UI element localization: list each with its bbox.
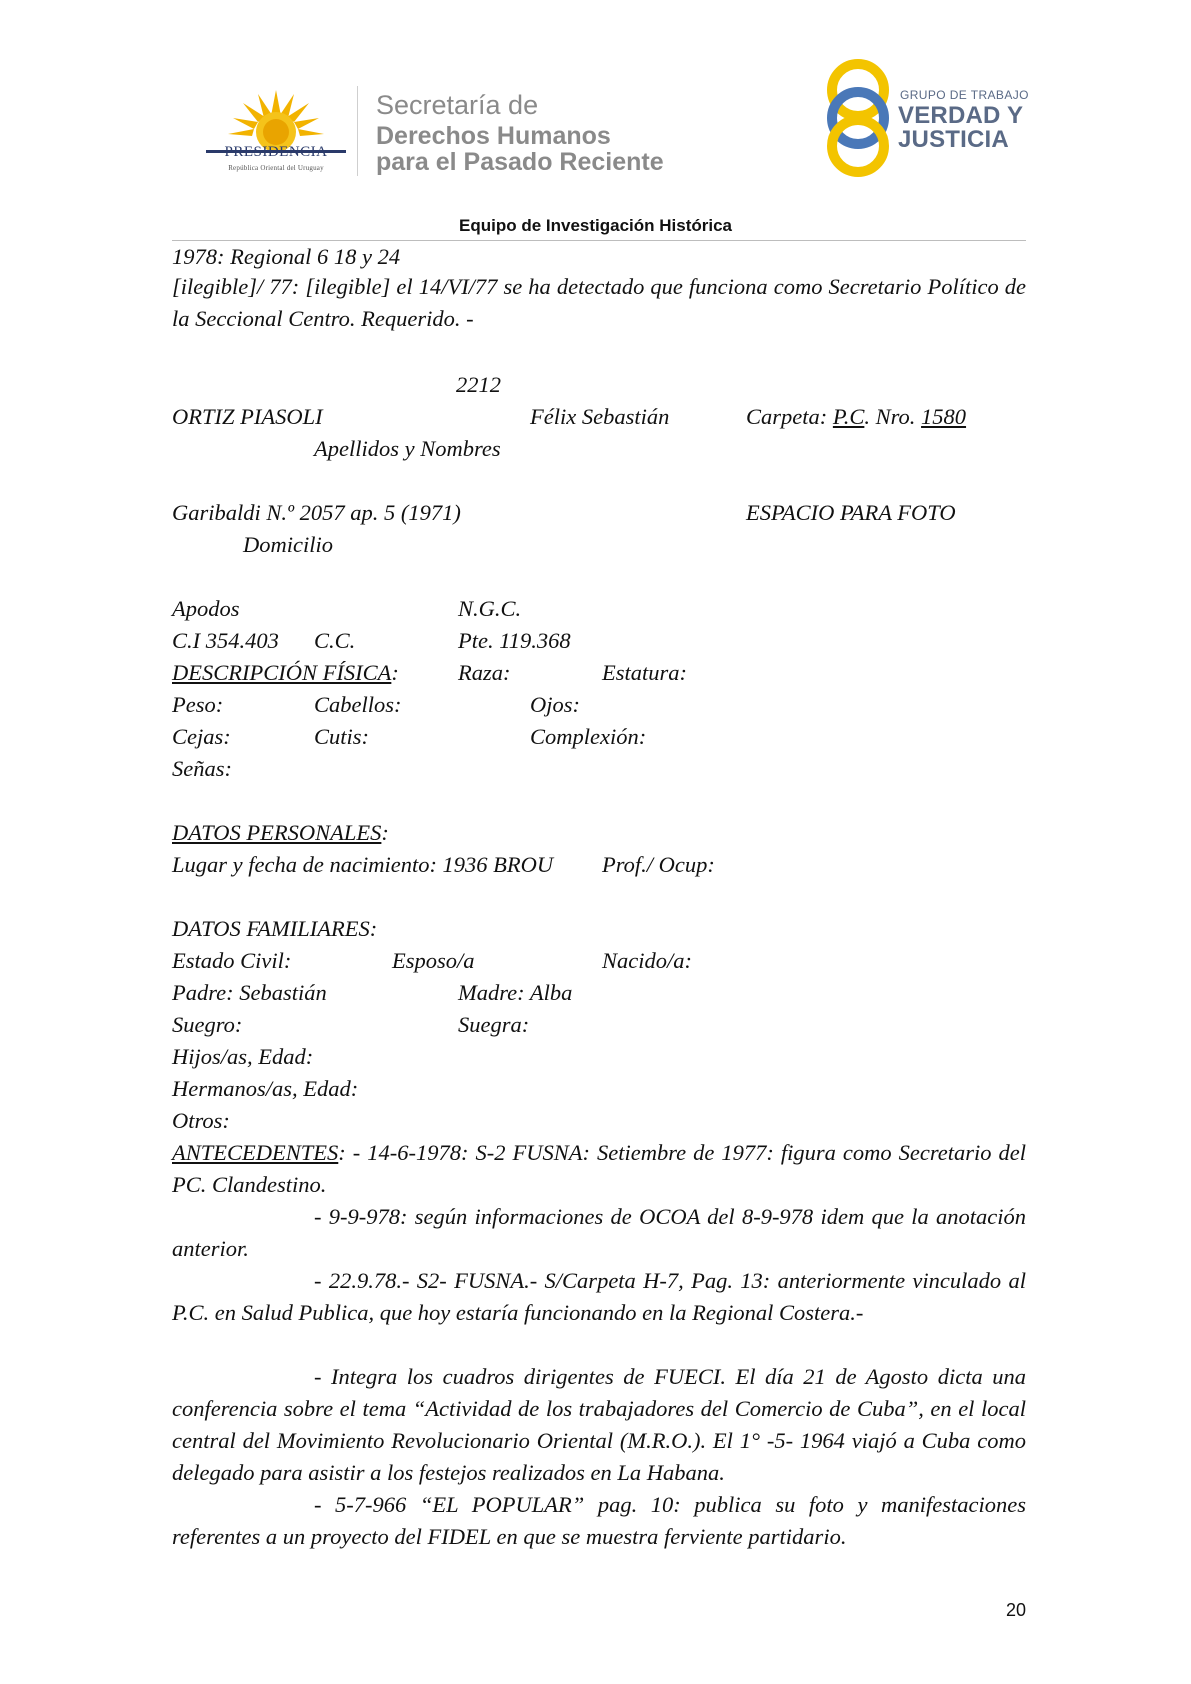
ngc-label: N.G.C. <box>458 596 522 621</box>
complexion-label: Complexión: <box>530 724 647 749</box>
foto-space: ESPACIO PARA FOTO <box>746 500 956 525</box>
datos-personales-heading <box>172 820 389 846</box>
apellidos-value: ORTIZ PIASOLI <box>172 404 323 429</box>
lugar-nacimiento: Lugar y fecha de nacimiento: 1936 BROU <box>172 852 554 877</box>
ojos-label: Ojos: <box>530 692 580 717</box>
ci-value: C.I 354.403 <box>172 628 279 653</box>
header-divider <box>357 86 358 176</box>
estado-civil-label: Estado Civil: <box>172 948 292 973</box>
suegra-label: Suegra: <box>458 1012 530 1037</box>
intro-paragraph: [ilegible]/ 77: [ilegible] el 14/VI/77 se ha detectado que funciona como Secretario Político de la Seccional Centro. Requerido. - <box>172 274 1026 331</box>
apodos-label: Apodos <box>172 596 240 621</box>
carpeta-nro-label: . Nro. <box>864 404 916 429</box>
apellidos-nombres-label: Apellidos y Nombres <box>314 436 501 461</box>
antecedentes-paragraph-1 <box>172 1137 1026 1201</box>
descripcion-fisica-label: DESCRIPCIÓN FÍSICA <box>172 660 392 685</box>
record-number: 2212 <box>456 372 501 397</box>
secretaria-line-2: Derechos Humanos <box>376 122 611 150</box>
domicilio-value: Garibaldi N.º 2057 ap. 5 (1971) <box>172 500 461 525</box>
senas-label: Señas: <box>172 756 232 781</box>
domicilio-label: Domicilio <box>243 532 333 557</box>
profesion-label: Prof./ Ocup: <box>602 852 715 877</box>
datos-personales-colon: : <box>381 820 389 845</box>
antecedentes-text-5: - 5-7-966 “EL POPULAR” pag. 10: publica su foto y manifestaciones referentes a un proyecto del FIDEL en que se muestra ferviente partidario. <box>172 1492 1026 1549</box>
team-title: Equipo de Investigación Histórica <box>459 216 732 235</box>
madre-value: Madre: Alba <box>458 980 573 1005</box>
estatura-label: Estatura: <box>602 660 688 685</box>
descripcion-colon: : <box>391 660 399 685</box>
cc-label: C.C. <box>314 628 356 653</box>
carpeta-field <box>746 404 966 430</box>
page-number: 20 <box>1006 1600 1027 1620</box>
presidencia-subtitle: República Oriental del Uruguay <box>228 164 324 172</box>
page-header <box>0 0 1191 235</box>
antecedentes-text-4: - Integra los cuadros dirigentes de FUECI. El día 21 de Agosto dicta una conferencia sobre el tema “Actividad de los trabajadores del Comercio de Cuba”, en el local central del Movimiento Revolucionario Oriental (M.R.O.). El 1° -5- 1964 viajó a Cuba como delegado para asistir a los festejos realizados en La Habana. <box>172 1364 1026 1485</box>
presidencia-text: PRESIDENCIA <box>224 144 328 160</box>
antecedentes-text-1: : - 14-6-1978: S-2 FUSNA: Setiembre de 1977: figura como Secretario del PC. Clandestino. <box>172 1140 1026 1197</box>
cabellos-label: Cabellos: <box>314 692 402 717</box>
suegro-label: Suegro: <box>172 1012 243 1037</box>
pte-value: Pte. 119.368 <box>458 628 571 653</box>
verdad-justicia-rings-logo <box>820 56 896 180</box>
cutis-label: Cutis: <box>314 724 370 749</box>
carpeta-pc: P.C <box>832 404 865 429</box>
esposo-label: Esposo/a <box>392 948 475 973</box>
secretaria-line-1: Secretaría de <box>376 90 539 120</box>
header-rule <box>172 240 1026 241</box>
datos-familiares-heading: DATOS FAMILIARES: <box>172 916 378 941</box>
peso-label: Peso: <box>172 692 224 717</box>
hijos-label: Hijos/as, Edad: <box>172 1044 314 1069</box>
nombres-value: Félix Sebastián <box>530 404 670 429</box>
antecedentes-paragraph-5 <box>172 1489 1026 1553</box>
datos-personales-label: DATOS PERSONALES <box>172 820 382 845</box>
otros-label: Otros: <box>172 1108 230 1133</box>
antecedentes-label: ANTECEDENTES <box>172 1140 339 1165</box>
grupo-trabajo-text: GRUPO DE TRABAJO <box>900 88 1029 102</box>
carpeta-number: 1580 <box>921 404 967 429</box>
antecedentes-paragraph-3 <box>172 1265 1026 1329</box>
verdad-text: VERDAD Y <box>898 102 1024 129</box>
raza-label: Raza: <box>458 660 511 685</box>
antecedentes-text-3: - 22.9.78.- S2- FUSNA.- S/Carpeta H-7, Pag. 13: anteriormente vinculado al P.C. en Salud Publica, que hoy estaría funcionando en la Regional Costera.- <box>172 1268 1026 1325</box>
antecedentes-paragraph-4 <box>172 1361 1026 1489</box>
padre-value: Padre: Sebastián <box>172 980 327 1005</box>
justicia-text: JUSTICIA <box>898 126 1009 153</box>
antecedentes-paragraph-2 <box>172 1201 1026 1265</box>
descripcion-fisica-heading <box>172 660 399 686</box>
hermanos-label: Hermanos/as, Edad: <box>172 1076 359 1101</box>
nacido-label: Nacido/a: <box>602 948 692 973</box>
cejas-label: Cejas: <box>172 724 231 749</box>
regional-line: 1978: Regional 6 18 y 24 <box>172 244 401 269</box>
secretaria-line-3: para el Pasado Reciente <box>376 148 664 176</box>
carpeta-label: Carpeta: <box>746 404 828 429</box>
antecedentes-text-2: - 9-9-978: según informaciones de OCOA del 8-9-978 idem que la anotación anterior. <box>172 1204 1026 1261</box>
